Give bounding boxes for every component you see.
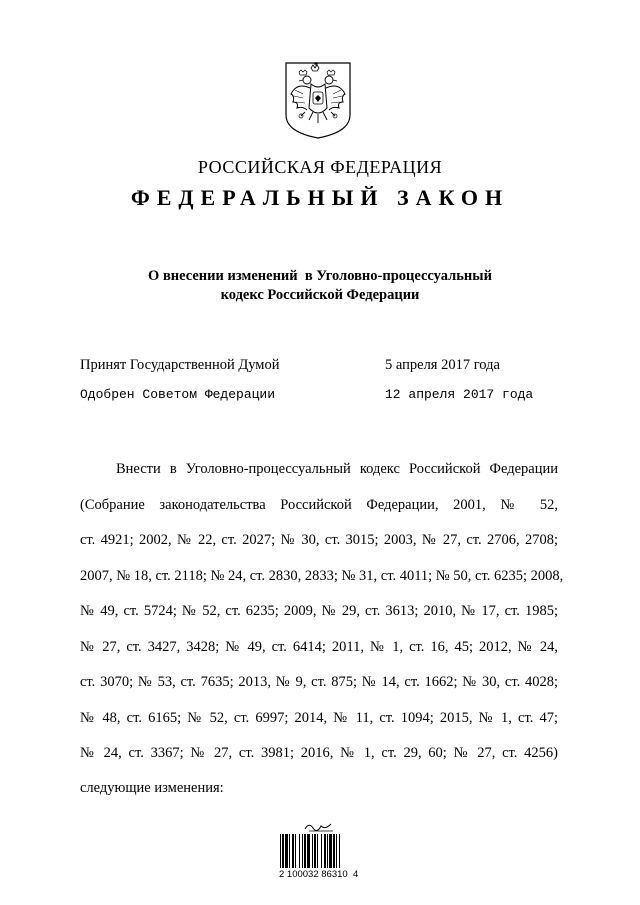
barcode-number: 2 100032 86310 4	[279, 869, 359, 880]
body-text-line: ст. 3070; № 53, ст. 7635; 2013, № 9, ст. 875; № 14, ст. 1662; № 30, ст. 4028;	[80, 674, 558, 690]
law-title-line-1: О внесении изменений в Уголовно-процессуальный	[148, 268, 492, 284]
adopted-date: 5 апреля 2017 года	[385, 357, 500, 373]
body-text-line: № 49, ст. 5724; № 52, ст. 6235; 2009, № 29, ст. 3613; 2010, № 17, ст. 1985;	[80, 603, 558, 619]
handwritten-mark	[301, 820, 341, 832]
approved-date: 12 апреля 2017 года	[385, 387, 534, 402]
body-text-line: № 24, ст. 3367; № 27, ст. 3981; 2016, № 1, ст. 29, 60; № 27, ст. 4256)	[80, 745, 558, 761]
law-title-line-2: кодекс Российской Федерации	[220, 287, 420, 303]
body-text-line: № 48, ст. 6165; № 52, ст. 6997; 2014, № 11, ст. 1094; 2015, № 1, ст. 47;	[80, 710, 558, 726]
body-text-line: (Собрание законодательства Российской Федерации, 2001, № 52,	[80, 497, 558, 513]
body-text-line: Внести в Уголовно-процессуальный кодекс Российской Федерации	[116, 461, 558, 477]
body-text-line: 2007, № 18, ст. 2118; № 24, ст. 2830, 2833; № 31, ст. 4011; № 50, ст. 6235; 2008,	[80, 568, 564, 584]
body-text-line: № 27, ст. 3427, 3428; № 49, ст. 6414; 2011, № 1, ст. 16, 45; 2012, № 24,	[80, 639, 558, 655]
barcode-image	[279, 834, 361, 868]
document-type: ФЕДЕРАЛЬНЫЙ ЗАКОН	[130, 185, 510, 210]
body-text-line: следующие изменения:	[80, 780, 224, 796]
approved-label: Одобрен Советом Федерации	[80, 387, 276, 402]
country-name: РОССИЙСКАЯ ФЕДЕРАЦИЯ	[197, 157, 443, 177]
body-text-line: ст. 4921; 2002, № 22, ст. 2027; № 30, ст. 3015; 2003, № 27, ст. 2706, 2708;	[80, 532, 558, 548]
adopted-label: Принят Государственной Думой	[80, 357, 280, 373]
coat-of-arms-emblem	[283, 60, 353, 140]
